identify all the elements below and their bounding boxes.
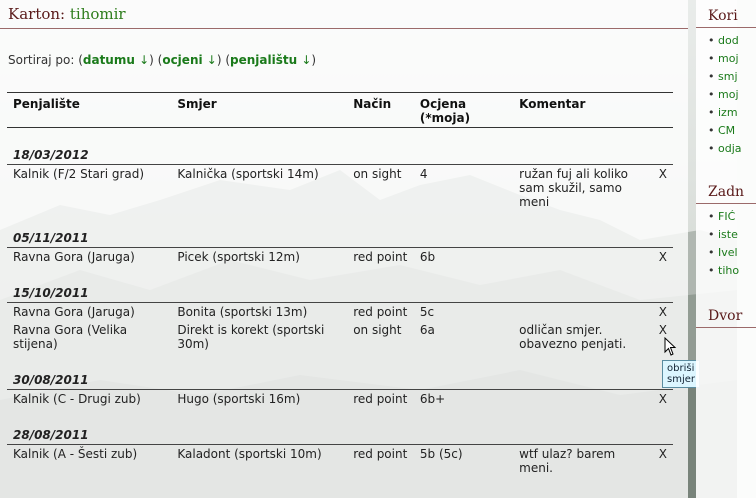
date-label: 28/08/2011: [7, 408, 673, 445]
date-group-row: [7, 353, 673, 390]
delete-route-button[interactable]: X: [658, 447, 667, 461]
cell-style: on sight: [353, 167, 402, 181]
table-row: [7, 248, 673, 267]
title-prefix: Karton:: [8, 5, 66, 23]
col-crag: Penjalište: [13, 97, 80, 111]
date-label: 30/08/2011: [7, 353, 673, 390]
delete-route-button[interactable]: X: [658, 167, 667, 181]
sidebar-box-3: [696, 300, 756, 328]
cell-comment: wtf ulaz? barem meni.: [519, 447, 616, 475]
cell-grade: 6a: [419, 323, 435, 337]
sidebar-link[interactable]: • FIĆ: [708, 208, 756, 226]
col-grade: Ocjena (*moja): [419, 97, 471, 125]
sidebar-box-1-title: Kori: [696, 0, 756, 28]
username-link[interactable]: tihomir: [69, 5, 126, 23]
page-title: [8, 5, 126, 23]
cell-crag: Ravna Gora (Jaruga): [13, 305, 135, 319]
title-divider: [0, 28, 688, 29]
cell-crag: Ravna Gora (Jaruga): [13, 250, 135, 264]
sort-label: Sortiraj po:: [8, 53, 75, 67]
col-comment: Komentar: [519, 97, 586, 111]
cell-style: on sight: [353, 323, 402, 337]
cell-style: red point: [353, 250, 408, 264]
delete-cell: [647, 165, 673, 212]
delete-cell: [647, 445, 673, 478]
sort-by-crag-link[interactable]: penjalištu ↓: [230, 53, 312, 67]
sidebar-link[interactable]: • odja: [708, 140, 756, 158]
cell-comment: ružan fuj ali koliko sam skužil, samo meni: [519, 167, 628, 209]
cell-crag: Kalnik (A - Šesti zub): [13, 447, 138, 461]
table-row: [7, 390, 673, 409]
col-style: Način: [353, 97, 392, 111]
table-header-row: [7, 93, 673, 128]
date-label: 18/03/2012: [7, 128, 673, 165]
sidebar-link[interactable]: • moj: [708, 86, 756, 104]
delete-cell: [647, 390, 673, 409]
sidebar-box-2-title: Zadn: [696, 176, 756, 204]
sort-by-grade-link[interactable]: ocjeni ↓: [162, 53, 217, 67]
sidebar-box-2-list: [696, 208, 756, 280]
sidebar-box-1-list: [696, 32, 756, 158]
cell-style: red point: [353, 392, 408, 406]
cell-route: Kalnička (sportski 14m): [177, 167, 319, 181]
cell-route: Bonita (sportski 13m): [177, 305, 308, 319]
table-row: [7, 165, 673, 212]
date-label: 15/10/2011: [7, 266, 673, 303]
delete-route-button[interactable]: X: [658, 305, 667, 319]
cell-route: Picek (sportski 12m): [177, 250, 300, 264]
col-route: Smjer: [177, 97, 217, 111]
cell-crag: Kalnik (F/2 Stari grad): [13, 167, 145, 181]
table-row: [7, 445, 673, 478]
cell-route: Kaladont (sportski 10m): [177, 447, 322, 461]
delete-cell: [647, 303, 673, 322]
sort-by-date-link[interactable]: datumu ↓: [82, 53, 150, 67]
sidebar-link[interactable]: • CM: [708, 122, 756, 140]
delete-route-button[interactable]: X: [658, 323, 667, 337]
cell-comment: [513, 248, 647, 267]
cell-comment: [513, 303, 647, 322]
cell-grade: 4: [419, 167, 428, 181]
sidebar-box-2: [696, 176, 756, 280]
table-row: [7, 303, 673, 322]
sidebar-link[interactable]: • dod: [708, 32, 756, 50]
cell-route: Direkt is korekt (sportski 30m): [177, 323, 325, 351]
sidebar-link[interactable]: • tiho: [708, 262, 756, 280]
sort-bar: Sortiraj po: (datumu ↓) (ocjeni ↓) (penjalištu ↓): [8, 53, 317, 67]
date-label: 05/11/2011: [7, 211, 673, 248]
sidebar-link[interactable]: • iste: [708, 226, 756, 244]
cell-comment: odličan smjer. obavezno penjati.: [519, 323, 627, 351]
sidebar-link[interactable]: • moj: [708, 50, 756, 68]
ascents-table: [7, 92, 673, 477]
cell-comment: [513, 390, 647, 409]
tooltip: obriši smjer: [662, 360, 700, 388]
table-row: [7, 321, 673, 353]
sidebar-link[interactable]: • Ivel: [708, 244, 756, 262]
mouse-cursor-icon: [664, 337, 678, 357]
cell-crag: Ravna Gora (Velika stijena): [13, 323, 128, 351]
cell-route: Hugo (sportski 16m): [177, 392, 301, 406]
cell-grade: 6b+: [419, 392, 446, 406]
date-group-row: [7, 211, 673, 248]
sidebar-link[interactable]: • izm: [708, 104, 756, 122]
date-group-row: [7, 128, 673, 165]
sidebar-box-3-title: Dvor: [696, 300, 756, 328]
cell-grade: 6b: [419, 250, 436, 264]
cell-style: red point: [353, 447, 408, 461]
date-group-row: [7, 408, 673, 445]
delete-cell: [647, 248, 673, 267]
cell-grade: 5b (5c): [419, 447, 463, 461]
cell-style: red point: [353, 305, 408, 319]
col-delete: [647, 93, 673, 128]
sidebar-link[interactable]: • smj: [708, 68, 756, 86]
cell-grade: 5c: [419, 305, 435, 319]
sidebar-box-1: [696, 0, 756, 158]
cell-crag: Kalnik (C - Drugi zub): [13, 392, 141, 406]
delete-route-button[interactable]: X: [658, 392, 667, 406]
right-sidebar: [696, 0, 756, 498]
delete-route-button[interactable]: X: [658, 250, 667, 264]
date-group-row: [7, 266, 673, 303]
